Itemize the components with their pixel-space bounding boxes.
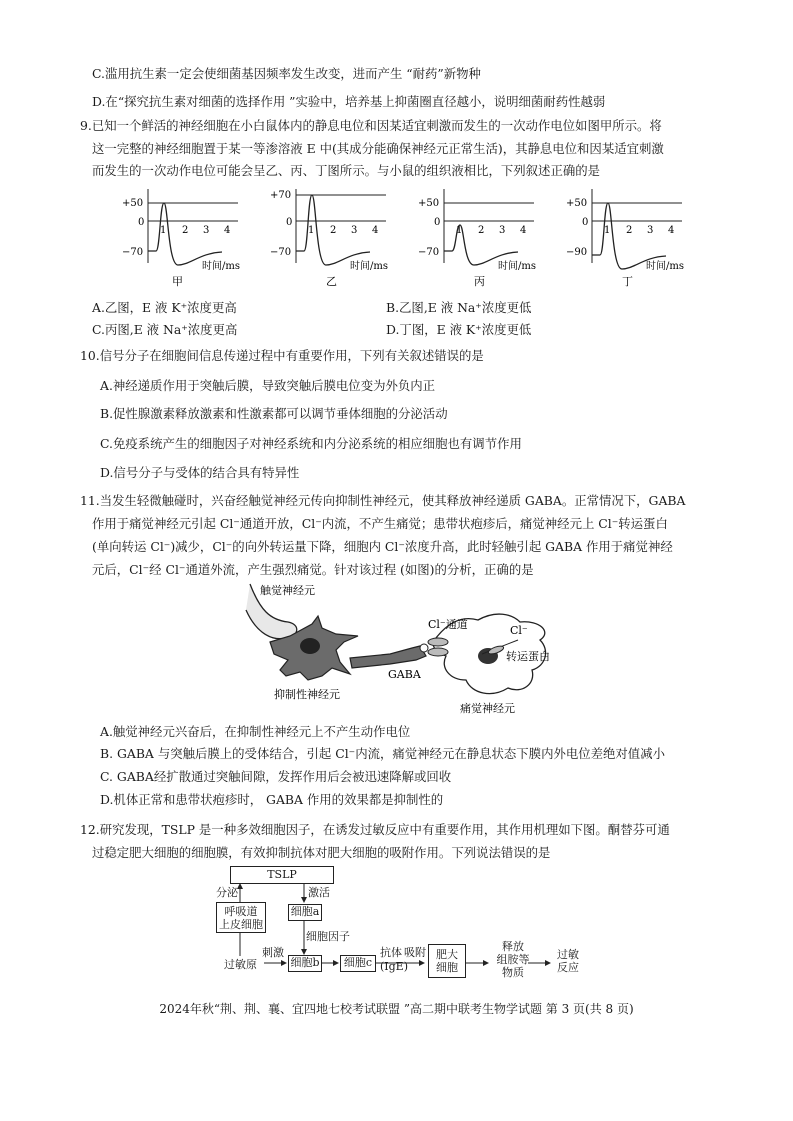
- q12-stem-line1: 12.研究发现，TSLP 是一种多效细胞因子，在诱发过敏反应中有重要作用，其作用机理如下图。酮替芬可通: [80, 822, 670, 837]
- label-inhibitory-neuron: 抑制性神经元: [274, 688, 340, 701]
- q11-option-b: B. GABA 与突触后膜上的受体结合，引起 Cl⁻内流，痛觉神经元在静息状态下膜内外电位差绝对值减小: [100, 746, 665, 761]
- label-allergic-reaction: 过敏 反应: [557, 948, 579, 974]
- q10-option-d: D.信号分子与受体的结合具有特异性: [100, 465, 300, 480]
- svg-text:3: 3: [499, 225, 506, 236]
- q9-stem-line3: 而发生的一次动作电位可能会呈乙、丙、丁图所示。与小鼠的组织液相比，下列叙述正确的是: [92, 163, 601, 178]
- q11-stem-line2: 作用于痛觉神经元引起 Cl⁻通道开放，Cl⁻内流，不产生痛觉；患带状疱疹后，痛觉神经元上 Cl⁻转运蛋白: [92, 516, 668, 531]
- graph-jia-bottom: −70: [122, 247, 144, 258]
- q9-option-b: B.乙图,E 液 Na⁺浓度更低: [386, 300, 532, 315]
- svg-text:0: 0: [434, 217, 441, 228]
- svg-text:4: 4: [224, 225, 231, 236]
- svg-text:3: 3: [351, 225, 358, 236]
- graph-yi-xlabel: 时间/ms: [350, 261, 388, 272]
- label-secrete: 分泌: [216, 886, 238, 899]
- label-cytokine: 细胞因子: [306, 930, 350, 943]
- box-cell-b: 细胞b: [288, 955, 322, 972]
- q12-stem-line2: 过稳定肥大细胞的细胞膜，有效抑制抗体对肥大细胞的吸附作用。下列说法错误的是: [92, 845, 551, 860]
- svg-text:2: 2: [330, 225, 337, 236]
- q9-stem-line1: 9.已知一个鲜活的神经细胞在小白鼠体内的静息电位和因某适宜刺激而发生的一次动作电位如图甲所示。将: [80, 118, 662, 133]
- tslp-flow-diagram: [210, 866, 600, 984]
- graph-bing-xlabel: 时间/ms: [498, 261, 536, 272]
- graph-ding-caption: 丁: [622, 275, 633, 288]
- graph-jia-zero: 0: [138, 217, 145, 228]
- graph-jia-xlabel: 时间/ms: [202, 261, 240, 272]
- graph-bing: [418, 189, 536, 288]
- graph-yi-bottom: −70: [270, 247, 292, 258]
- q9-option-c: C.丙图,E 液 Na⁺浓度更高: [92, 322, 238, 337]
- svg-text:2: 2: [626, 225, 633, 236]
- svg-text:3: 3: [203, 225, 210, 236]
- label-cl-ion: Cl⁻: [510, 624, 528, 637]
- svg-text:0: 0: [286, 217, 293, 228]
- graph-ding-top: +50: [566, 198, 588, 209]
- q11-stem-line4: 元后，Cl⁻经 Cl⁻通道外流，产生强烈痛觉。针对该过程 (如图)的分析，正确的是: [92, 562, 534, 577]
- svg-text:2: 2: [478, 225, 485, 236]
- box-cell-c: 细胞c: [340, 955, 376, 972]
- svg-text:1: 1: [604, 225, 611, 236]
- svg-text:2: 2: [182, 225, 189, 236]
- box-mast-cell: 肥大 细胞: [428, 944, 466, 978]
- graph-ding-xlabel: 时间/ms: [646, 261, 684, 272]
- q11-option-d: D.机体正常和患带状疱疹时， GABA 作用的效果都是抑制性的: [100, 792, 444, 807]
- graph-bing-caption: 丙: [474, 275, 485, 288]
- graph-yi-caption: 乙: [326, 275, 337, 288]
- q11-option-c: C. GABA经扩散通过突触间隙，发挥作用后会被迅速降解或回收: [100, 769, 452, 784]
- box-tslp: TSLP: [230, 866, 334, 884]
- label-adsorb: 吸附: [404, 946, 426, 959]
- label-release: 释放 组胺等 物质: [496, 940, 530, 979]
- q8-option-c: C.滥用抗生素一定会使细菌基因频率发生改变，进而产生 “耐药”新物种: [92, 66, 481, 81]
- q9-stem-line2: 这一完整的神经细胞置于某一等渗溶液 E 中(其成分能确保神经元正常生活)，其静息电位和因某适宜刺激: [92, 141, 664, 156]
- svg-text:1: 1: [456, 225, 463, 236]
- graph-yi: [270, 189, 388, 288]
- q8-option-d: D.在“探究抗生素对细菌的选择作用 ”实验中，培养基上抑菌圈直径越小，说明细菌耐药性越弱: [92, 94, 606, 109]
- q11-stem-line1: 11.当发生轻微触碰时，兴奋经触觉神经元传向抑制性神经元，使其释放神经递质 GABA。正常情况下，GABA: [80, 493, 686, 508]
- label-touch-neuron: 触觉神经元: [260, 584, 315, 597]
- label-allergen: 过敏原: [224, 958, 257, 971]
- label-ige: (IgE): [380, 960, 408, 973]
- label-stimulate: 刺激: [262, 946, 284, 959]
- label-antibody: 抗体: [380, 946, 402, 959]
- svg-text:4: 4: [668, 225, 675, 236]
- q9-option-a: A.乙图，E 液 K⁺浓度更高: [92, 300, 237, 315]
- q10-stem: 10.信号分子在细胞间信息传递过程中有重要作用，下列有关叙述错误的是: [80, 348, 484, 363]
- q11-stem-line3: (单向转运 Cl⁻)减少，Cl⁻的向外转运量下降，细胞内 Cl⁻浓度升高，此时轻触引起 GABA 作用于痛觉神经: [92, 539, 673, 554]
- graph-ding: [566, 189, 684, 288]
- svg-text:1: 1: [308, 225, 315, 236]
- svg-text:1: 1: [160, 225, 167, 236]
- graph-jia-caption: 甲: [172, 275, 183, 288]
- page-footer: 2024年秋“荆、荆、襄、宜四地七校考试联盟 ”高二期中联考生物学试题 第 3 页(共 8 页): [159, 1002, 634, 1016]
- graph-jia-top: +50: [122, 198, 144, 209]
- q11-option-a: A.触觉神经元兴奋后，在抑制性神经元上不产生动作电位: [100, 724, 411, 739]
- q10-option-c: C.免疫系统产生的细胞因子对神经系统和内分泌系统的相应细胞也有调节作用: [100, 436, 522, 451]
- action-potential-graphs: [110, 185, 690, 290]
- svg-text:4: 4: [372, 225, 379, 236]
- svg-text:0: 0: [582, 217, 589, 228]
- label-cl-channel: Cl⁻通道: [428, 618, 468, 631]
- label-pain-neuron: 痛觉神经元: [460, 702, 515, 715]
- neuron-diagram: [240, 580, 570, 720]
- q10-option-a: A.神经递质作用于突触后膜，导致突触后膜电位变为外负内正: [100, 378, 436, 393]
- svg-text:4: 4: [520, 225, 527, 236]
- box-cell-a: 细胞a: [288, 904, 322, 921]
- label-activate: 激活: [308, 886, 330, 899]
- graph-bing-bottom: −70: [418, 247, 440, 258]
- label-gaba: GABA: [388, 668, 421, 681]
- svg-text:3: 3: [647, 225, 654, 236]
- q9-option-d: D.丁图，E 液 K⁺浓度更低: [386, 322, 532, 337]
- q10-option-b: B.促性腺激素释放激素和性激素都可以调节垂体细胞的分泌活动: [100, 406, 448, 421]
- graph-bing-top: +50: [418, 198, 440, 209]
- graph-yi-top: +70: [270, 190, 292, 201]
- box-epithelial: 呼吸道 上皮细胞: [216, 902, 266, 933]
- label-transporter: 转运蛋白: [506, 650, 550, 663]
- graph-jia: [122, 189, 240, 288]
- graph-ding-bottom: −90: [566, 247, 588, 258]
